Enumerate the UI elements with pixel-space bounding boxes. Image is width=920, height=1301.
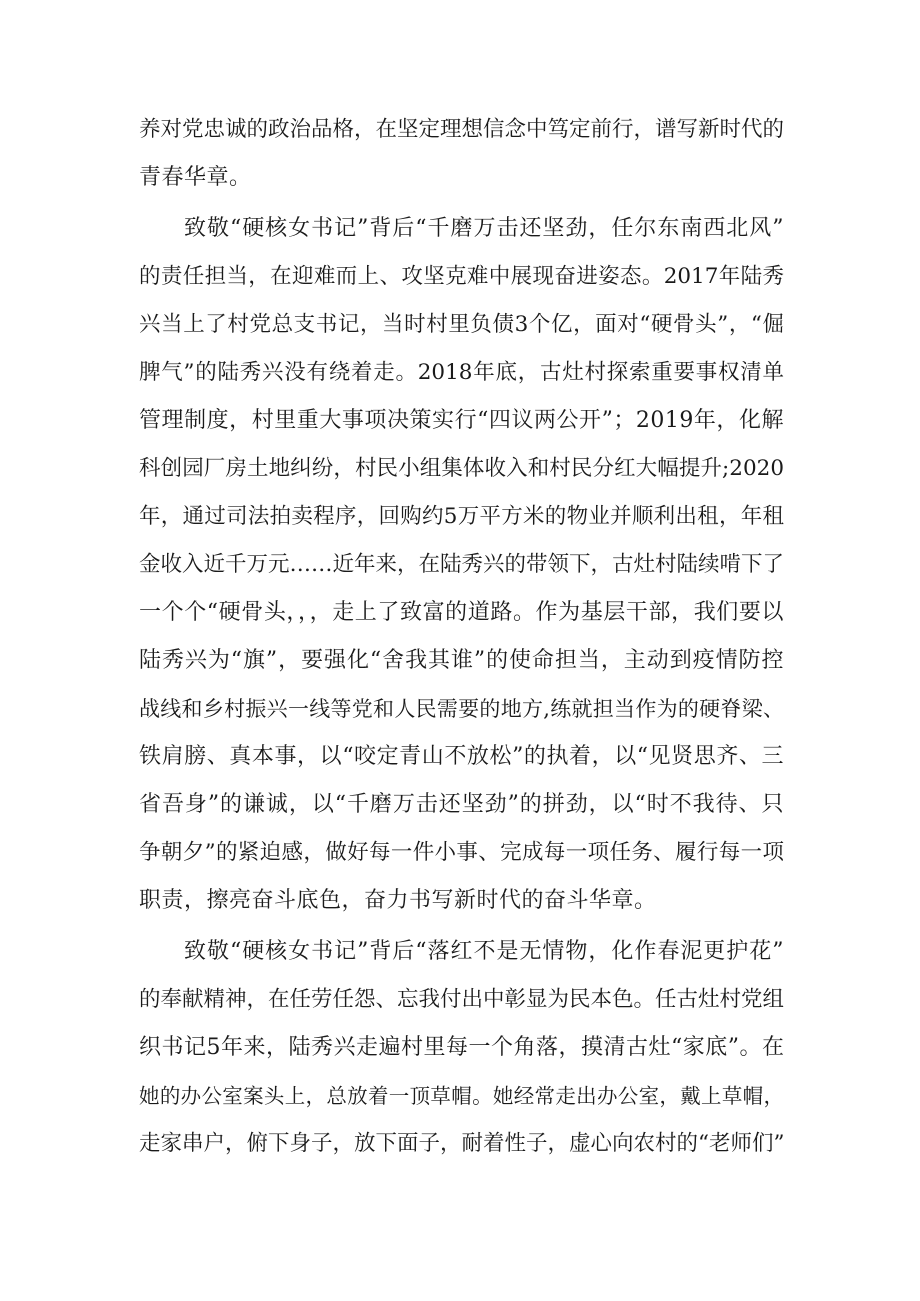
paragraph-2-line-7: 年，通过司法拍卖程序，回购约5万平方米的物业并顺利出租，年租 (139, 504, 784, 529)
paragraph-2-line-3: 兴当上了村党总支书记，当时村里负债3个亿，面对“硬骨头”，“倔 (139, 312, 784, 337)
paragraph-2-line-1: 致敬“硬核女书记”背后“千磨万击还坚劲，任尔东南西北风” (184, 216, 784, 241)
paragraph-1-line-2: 青春华章。 (139, 165, 252, 190)
paragraph-2-line-5: 管理制度，村里重大事项决策实行“四议两公开”；2019年，化解 (139, 408, 784, 433)
paragraph-3-line-5: 走家串户，俯下身子，放下面子，耐着性子，虚心向农村的“老师们” (139, 1131, 785, 1156)
paragraph-2-line-14: 争朝夕”的紧迫感，做好每一件小事、完成每一项任务、履行每一项 (139, 840, 784, 865)
paragraph-2-line-10: 陆秀兴为“旗”，要强化“舍我其谁”的使命担当，主动到疫情防控 (139, 648, 784, 673)
paragraph-3-line-2: 的奉献精神，在任劳任怨、忘我付出中彰显为民本色。任古灶村党组 (139, 987, 785, 1012)
document-page (139, 0, 784, 1301)
paragraph-3-line-4: 她的办公室案头上，总放着一顶草帽。她经常走出办公室，戴上草帽， (139, 1084, 784, 1108)
paragraph-1-line-1: 养对党忠诚的政治品格，在坚定理想信念中笃定前行，谱写新时代的 (139, 117, 785, 142)
paragraph-2-line-2: 的责任担当，在迎难而上、攻坚克难中展现奋进姿态。2017年陆秀 (139, 264, 784, 289)
paragraph-2-line-12: 铁肩膀、真本事，以“咬定青山不放松”的执着，以“见贤思齐、三 (139, 744, 784, 769)
paragraph-2-line-4: 脾气”的陆秀兴没有绕着走。2018年底，古灶村探索重要事权清单 (139, 360, 784, 385)
paragraph-3-line-3: 织书记5年来，陆秀兴走遍村里每一个角落，摸清古灶“家底”。在 (139, 1035, 785, 1060)
paragraph-2-line-6: 科创园厂房土地纠纷，村民小组集体收入和村民分红大幅提升;2020 (139, 456, 784, 481)
paragraph-2-line-11: 战线和乡村振兴一线等党和人民需要的地方,练就担当作为的硬脊梁、 (139, 697, 784, 721)
paragraph-2-line-13: 省吾身”的谦诚，以“千磨万击还坚劲”的拼劲，以“时不我待、只 (139, 792, 784, 817)
paragraph-3-line-1: 致敬“硬核女书记”背后“落红不是无情物，化作春泥更护花” (184, 939, 784, 964)
paragraph-2-line-15: 职责，擦亮奋斗底色，奋力书写新时代的奋斗华章。 (139, 888, 657, 913)
paragraph-2-line-8: 金收入近千万元……近年来，在陆秀兴的带领下，古灶村陆续啃下了 (139, 552, 785, 577)
paragraph-2-line-9: 一个个“硬骨头，，，走上了致富的道路。作为基层干部，我们要以 (139, 600, 784, 625)
